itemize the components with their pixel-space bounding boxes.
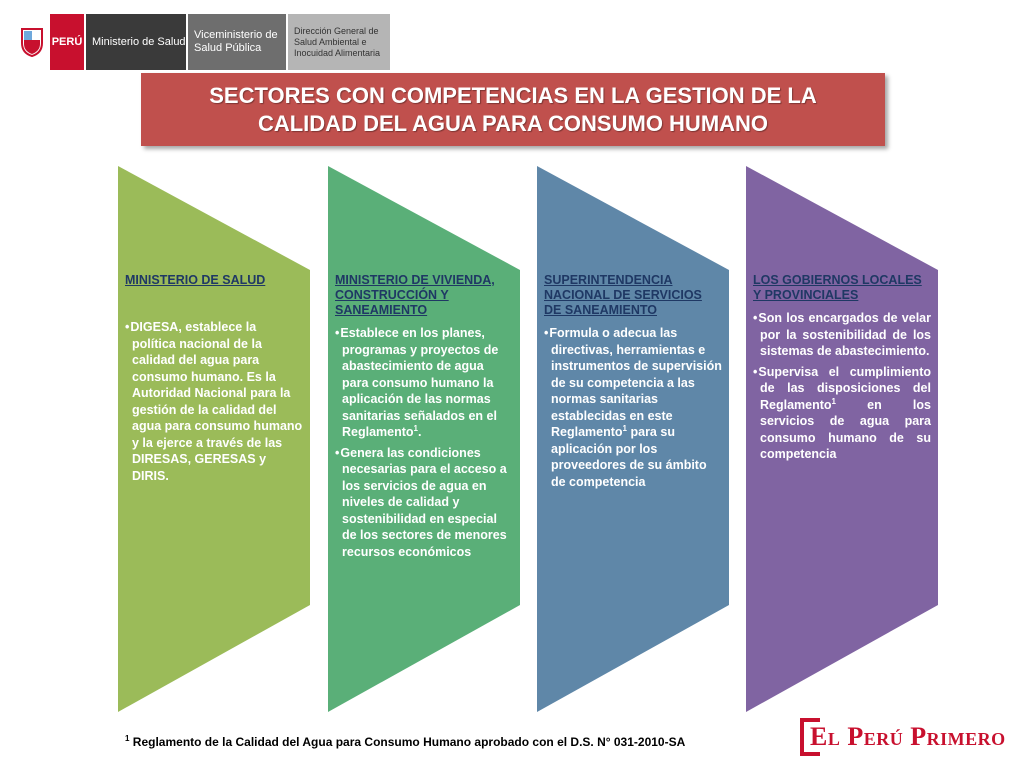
column-heading: SUPERINTENDENCIA NACIONAL DE SERVICIOS DE SANEAMIENTO <box>544 273 702 317</box>
bullet-text: Establece en los planes, programas y proyectos de abastecimiento de agua para consumo humano la aplicación de las normas sanitarias señalados en el Reglamento <box>340 326 499 439</box>
bullet-text: Supervisa el cumplimiento de las disposiciones del Reglamento <box>758 364 931 412</box>
footnote-text: Reglamento de la Calidad del Agua para Consumo Humano aprobado con el D.S. N° 031-2010-SA <box>132 735 686 749</box>
footnote <box>125 735 685 749</box>
column-heading: LOS GOBIERNOS LOCALES Y PROVINCIALES <box>753 273 922 302</box>
column-bullet <box>544 325 722 490</box>
column-gobiernos-locales <box>753 273 931 467</box>
column-sunass <box>544 273 722 494</box>
column-bullet: • Genera las condiciones necesarias para el acceso a los servicios de agua en niveles de calidad y sostenibilidad en especial de los sectores de menores recursos económicos <box>335 445 513 561</box>
column-heading: MINISTERIO DE VIVIENDA, CONSTRUCCIÓN Y SANEAMIENTO <box>335 273 495 317</box>
bullet-text: Formula o adecua las directivas, herramientas e instrumentos de supervisión de su competencia a las normas sanitarias establecidas en este Reglamento <box>549 326 722 439</box>
footnote-ref: 1 <box>831 396 836 406</box>
brand-logo <box>800 715 1015 759</box>
column-ministerio-vivienda <box>335 273 513 564</box>
bullet-text: para su aplicación por los proveedores de su ámbito de competencia <box>551 425 707 489</box>
column-bullet <box>753 364 931 463</box>
column-bullet: • DIGESA, establece la política nacional de la calidad del agua para consumo humano. Es la Autoridad Nacional para la gestión de la calidad del agua para consumo humano y la ejerce a través de las DIRESAS, GERESAS y DIRIS. <box>125 319 303 484</box>
column-bullet: • Establece en los planes, programas y proyectos de abastecimiento de agua para consumo humano la aplicación de las normas sanitarias señalados en el Reglamento$^1$. <box>335 325 513 441</box>
column-bullet: • Son los encargados de velar por la sostenibilidad de los sistemas de abastecimiento. <box>753 310 931 360</box>
brand-text: El Perú Primero <box>810 722 1006 751</box>
bullet-text: en los servicios de agua para consumo humano de su competencia <box>760 397 931 461</box>
column-ministerio-salud <box>125 273 303 488</box>
vice-ministry-text: Viceministerio de Salud Pública <box>194 29 278 54</box>
ministry-text: Ministerio de Salud <box>92 35 186 48</box>
peru-label: PERÚ <box>50 14 84 70</box>
page-title: SECTORES CON COMPETENCIAS EN LA GESTION DE LA CALIDAD DEL AGUA PARA CONSUMO HUMANO <box>209 82 817 136</box>
footnote-marker: 1 <box>125 734 130 743</box>
direction-text: Dirección General de Salud Ambiental e Inocuidad Alimentaria <box>294 25 381 58</box>
footnote-ref: 1 <box>622 423 627 433</box>
column-heading: MINISTERIO DE SALUD <box>125 273 266 287</box>
footnote-ref: 1 <box>413 423 418 433</box>
